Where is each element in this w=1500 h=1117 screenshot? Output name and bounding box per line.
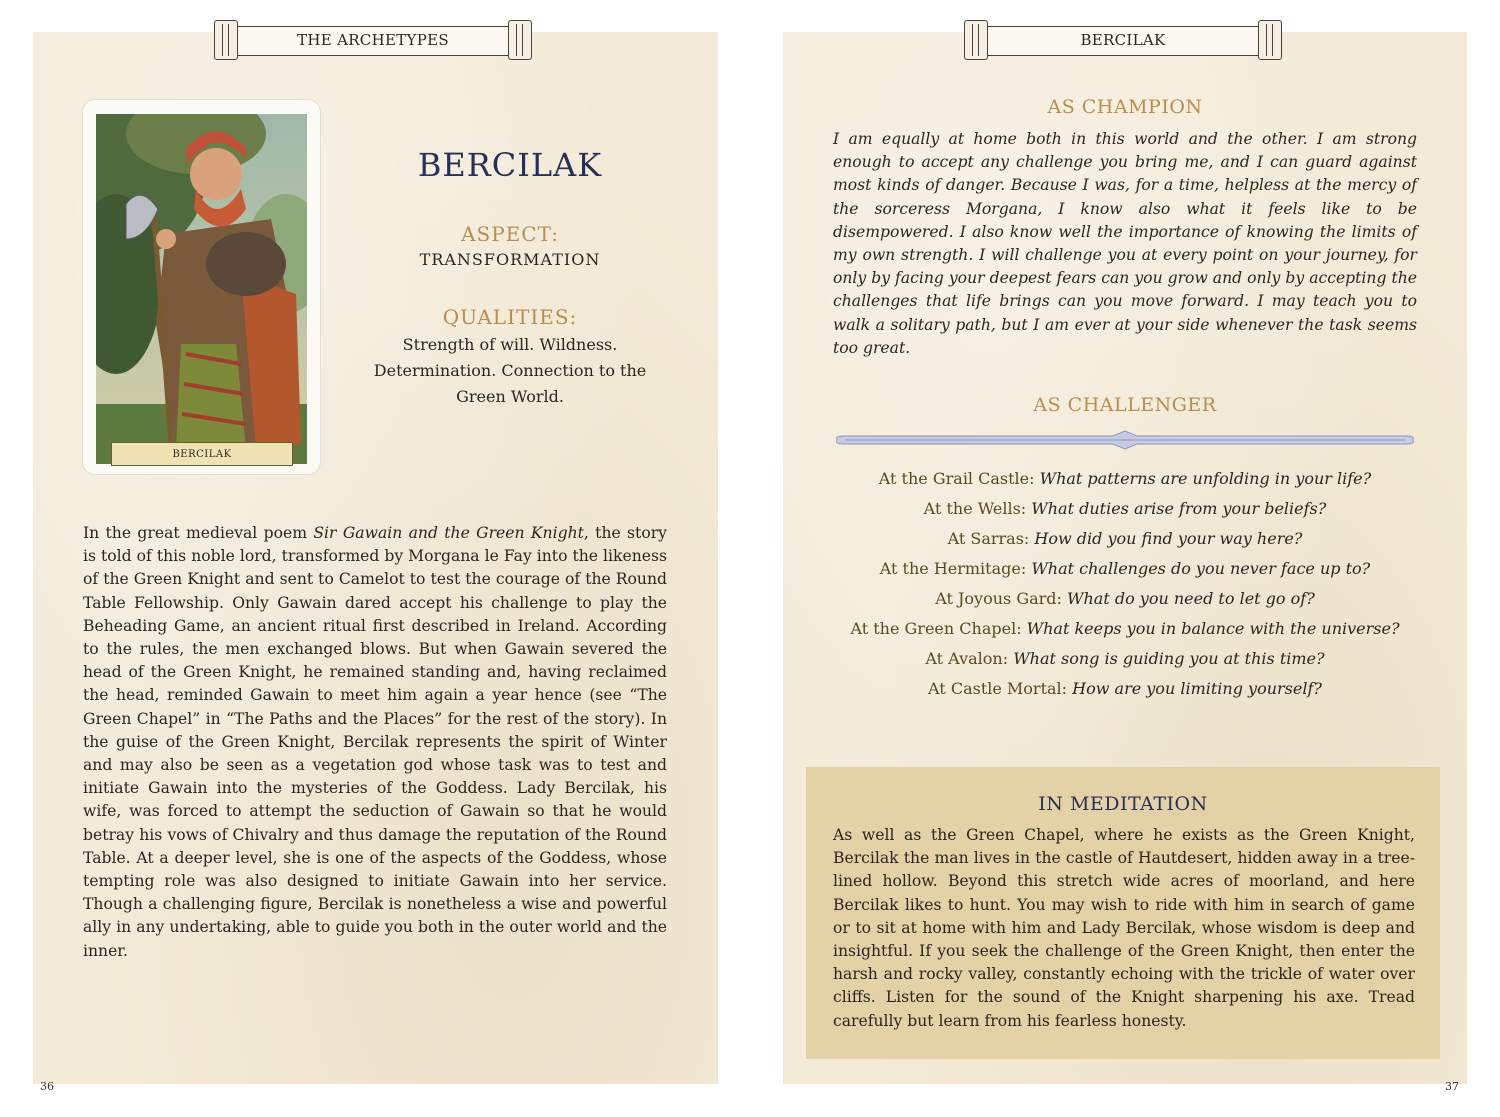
meditation-box <box>806 767 1440 1059</box>
scroll-roll-right <box>1258 20 1282 60</box>
champion-text: I am equally at home both in this world and the other. I am strong enough to accept any challenge you bring me, and I can guard against most kinds of danger. Because I was, for a time, helpless at the mercy of the sorceress Morgana, I know also what it feels like to be disempowered. I also know well the importance of knowing the limits of my own strength. I will challenge you at every point on your journey, for only by facing your deepest fears can you grow and only by accepting the challenges that life brings can you move forward. I may teach you to walk a solitary path, but I am ever at your side whenever the task seems too great. <box>833 130 1417 357</box>
qualities-line: Green World. <box>456 387 564 406</box>
scroll-roll-right <box>508 20 532 60</box>
knight-illustration <box>96 114 307 464</box>
challenge-question: What do you need to let go of? <box>1067 589 1315 608</box>
challenge-question: What keeps you in balance with the universe? <box>1026 619 1400 638</box>
aspect-heading: ASPECT: <box>461 222 559 246</box>
archetype-description <box>83 522 667 963</box>
challenge-place: At the Hermitage: <box>879 559 1027 578</box>
aspect-value: TRANSFORMATION <box>419 250 601 269</box>
challenge-place: At the Grail Castle: <box>878 469 1035 488</box>
challenge-item <box>833 494 1417 524</box>
archetype-title: BERCILAK <box>417 146 603 184</box>
challenge-place: At Sarras: <box>947 529 1030 548</box>
qualities-line: Determination. Connection to the <box>373 361 647 380</box>
scroll-roll-left <box>214 20 238 60</box>
challenge-item <box>833 554 1417 584</box>
challenge-question: What patterns are unfolding in your life? <box>1039 469 1372 488</box>
challenge-place: At the Wells: <box>923 499 1027 518</box>
challenge-item <box>833 524 1417 554</box>
left-header-banner <box>220 20 526 60</box>
scroll-roll-left <box>964 20 988 60</box>
page-number-left: 36 <box>40 1080 54 1093</box>
challenge-question: How did you find your way here? <box>1034 529 1303 548</box>
right-header-text: BERCILAK <box>1080 31 1166 49</box>
challenge-place: At Castle Mortal: <box>928 679 1068 698</box>
meditation-text: As well as the Green Chapel, where he exists as the Green Knight, Bercilak the man lives in the castle of Hautdesert, hidden away in a tree-lined hollow. Beyond this stretch wide acres of moorland, and here Bercilak likes to hunt. You may wish to ride with him in search of game or to sit at home with him and Lady Bercilak, whose wisdom is deep and insightful. If you seek the challenge of the Green Knight, then enter the harsh and rocky valley, constantly echoing with the trickle of water over cliffs. Listen for the sound of the Knight sharpening his axe. Tread carefully but learn from his fearless honesty. <box>833 826 1415 1030</box>
poem-title: Sir Gawain and the Green Knight <box>313 524 584 542</box>
ornamental-divider <box>833 430 1417 450</box>
challenge-item <box>833 644 1417 674</box>
challenge-question: What duties arise from your beliefs? <box>1031 499 1327 518</box>
challenge-item <box>833 614 1417 644</box>
challenge-item <box>833 584 1417 614</box>
challenge-question: What song is guiding you at this time? <box>1013 649 1325 668</box>
challenge-place: At the Green Chapel: <box>850 619 1022 638</box>
page-number-right: 37 <box>1445 1080 1459 1093</box>
meditation-heading: IN MEDITATION <box>1038 793 1208 815</box>
description-intro: In the great medieval poem <box>83 524 314 542</box>
challenge-list <box>833 464 1417 704</box>
challenge-item <box>833 674 1417 704</box>
challenge-place: At Avalon: <box>925 649 1009 668</box>
qualities-line: Strength of will. Wildness. <box>402 335 618 354</box>
right-header-banner <box>970 20 1276 60</box>
challenger-heading: AS CHALLENGER <box>1033 394 1217 416</box>
challenge-item <box>833 464 1417 494</box>
card-name-label: BERCILAK <box>111 442 293 466</box>
left-header-text: THE ARCHETYPES <box>297 31 449 49</box>
qualities-value <box>330 332 690 410</box>
description-rest: , the story is told of this noble lord, transformed by Morgana le Fay into the likeness of the Green Knight and sent to Camelot to test the courage of the Round Table Fellowship. Only Gawain dared accept his challenge to play the Beheading Game, an ancient ritual first described in Ireland. According to the rules, the men exchanged blows. But when Gawain severed the head of the Green Knight, he remained standing and, having reclaimed the head, reminded Gawain to meet him again a year hence (see “The Green Chapel” in “The Paths and the Places” for the rest of the story). In the guise of the Green Knight, Bercilak represents the spirit of Winter and may also be seen as a vegetation god whose task was to test and initiate Gawain into the mysteries of the Goddess. Lady Bercilak, his wife, was forced to attempt the seduction of Gawain so that he would betray his vows of Chivalry and thus damage the reputation of the Round Table. At a deeper level, she is one of the aspects of the Goddess, whose tempting role was also designed to initiate Gawain into her service. Though a challenging figure, Bercilak is nonetheless a wise and powerful ally in any undertaking, able to guide you both in the outer world and the inner. <box>83 524 667 960</box>
qualities-heading: QUALITIES: <box>442 305 578 329</box>
challenge-question: What challenges do you never face up to? <box>1031 559 1371 578</box>
champion-heading: AS CHAMPION <box>1047 96 1203 118</box>
challenge-place: At Joyous Gard: <box>935 589 1062 608</box>
bercilak-card-illustration <box>96 114 307 464</box>
bercilak-card <box>83 100 320 474</box>
challenge-question: How are you limiting yourself? <box>1072 679 1322 698</box>
